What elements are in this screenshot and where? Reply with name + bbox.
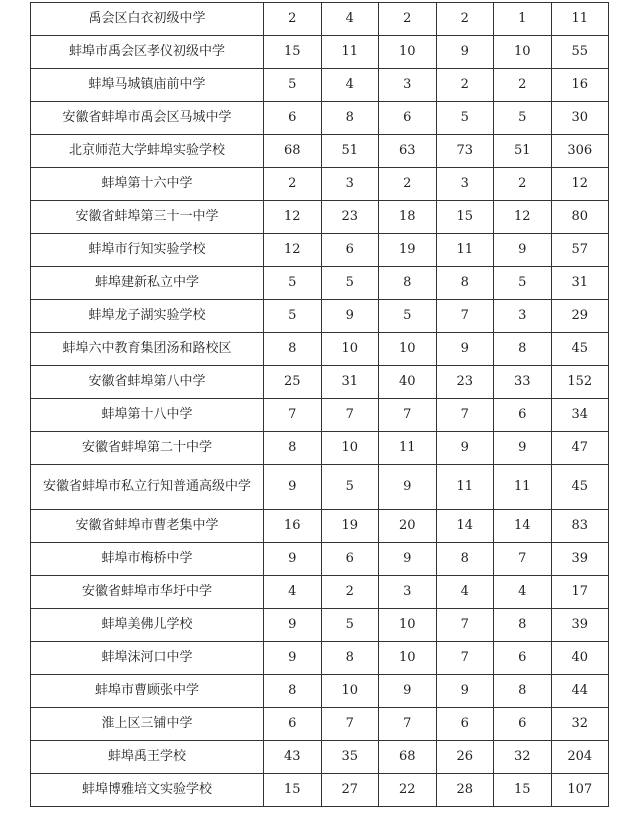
count-cell: 6 bbox=[264, 102, 322, 135]
count-cell: 9 bbox=[494, 432, 552, 465]
count-cell: 4 bbox=[264, 576, 322, 609]
count-cell: 7 bbox=[436, 300, 494, 333]
count-cell: 68 bbox=[264, 135, 322, 168]
school-name-cell: 蚌埠第十六中学 bbox=[31, 168, 264, 201]
count-cell: 2 bbox=[379, 168, 437, 201]
count-cell: 8 bbox=[379, 267, 437, 300]
total-cell: 47 bbox=[551, 432, 609, 465]
count-cell: 10 bbox=[321, 432, 379, 465]
count-cell: 12 bbox=[264, 201, 322, 234]
school-name-cell: 蚌埠龙子湖实验学校 bbox=[31, 300, 264, 333]
count-cell: 5 bbox=[379, 300, 437, 333]
count-cell: 10 bbox=[379, 333, 437, 366]
school-name-cell: 蚌埠六中教育集团汤和路校区 bbox=[31, 333, 264, 366]
school-name-cell: 禹会区白衣初级中学 bbox=[31, 3, 264, 36]
count-cell: 11 bbox=[494, 465, 552, 510]
count-cell: 2 bbox=[436, 3, 494, 36]
school-name-cell: 安徽省蚌埠第三十一中学 bbox=[31, 201, 264, 234]
total-cell: 83 bbox=[551, 510, 609, 543]
count-cell: 8 bbox=[436, 267, 494, 300]
table-row bbox=[31, 741, 609, 774]
count-cell: 6 bbox=[321, 543, 379, 576]
school-name-cell: 蚌埠市曹顾张中学 bbox=[31, 675, 264, 708]
count-cell: 11 bbox=[321, 36, 379, 69]
table-row bbox=[31, 168, 609, 201]
total-cell: 17 bbox=[551, 576, 609, 609]
total-cell: 45 bbox=[551, 465, 609, 510]
count-cell: 9 bbox=[264, 642, 322, 675]
count-cell: 6 bbox=[436, 708, 494, 741]
table-row bbox=[31, 267, 609, 300]
count-cell: 2 bbox=[379, 3, 437, 36]
count-cell: 23 bbox=[321, 201, 379, 234]
count-cell: 7 bbox=[379, 399, 437, 432]
count-cell: 2 bbox=[436, 69, 494, 102]
count-cell: 15 bbox=[264, 774, 322, 807]
count-cell: 9 bbox=[321, 300, 379, 333]
count-cell: 9 bbox=[436, 36, 494, 69]
total-cell: 57 bbox=[551, 234, 609, 267]
count-cell: 7 bbox=[264, 399, 322, 432]
count-cell: 5 bbox=[494, 267, 552, 300]
count-cell: 5 bbox=[494, 102, 552, 135]
school-name-cell: 安徽省蚌埠市华圩中学 bbox=[31, 576, 264, 609]
total-cell: 152 bbox=[551, 366, 609, 399]
school-name-cell: 蚌埠市行知实验学校 bbox=[31, 234, 264, 267]
total-cell: 12 bbox=[551, 168, 609, 201]
count-cell: 8 bbox=[264, 432, 322, 465]
total-cell: 40 bbox=[551, 642, 609, 675]
count-cell: 5 bbox=[436, 102, 494, 135]
count-cell: 20 bbox=[379, 510, 437, 543]
count-cell: 73 bbox=[436, 135, 494, 168]
count-cell: 10 bbox=[379, 36, 437, 69]
count-cell: 6 bbox=[494, 399, 552, 432]
school-name-cell: 蚌埠马城镇庙前中学 bbox=[31, 69, 264, 102]
count-cell: 40 bbox=[379, 366, 437, 399]
table-row bbox=[31, 102, 609, 135]
count-cell: 7 bbox=[321, 399, 379, 432]
count-cell: 5 bbox=[321, 267, 379, 300]
count-cell: 27 bbox=[321, 774, 379, 807]
count-cell: 9 bbox=[264, 543, 322, 576]
count-cell: 10 bbox=[321, 333, 379, 366]
count-cell: 22 bbox=[379, 774, 437, 807]
school-name-cell: 安徽省蚌埠市禹会区马城中学 bbox=[31, 102, 264, 135]
table-row bbox=[31, 36, 609, 69]
count-cell: 9 bbox=[494, 234, 552, 267]
table-row bbox=[31, 3, 609, 36]
count-cell: 8 bbox=[264, 333, 322, 366]
school-name-cell: 安徽省蚌埠市曹老集中学 bbox=[31, 510, 264, 543]
count-cell: 7 bbox=[321, 708, 379, 741]
count-cell: 26 bbox=[436, 741, 494, 774]
total-cell: 16 bbox=[551, 69, 609, 102]
count-cell: 10 bbox=[321, 675, 379, 708]
count-cell: 6 bbox=[321, 234, 379, 267]
count-cell: 14 bbox=[494, 510, 552, 543]
table-row bbox=[31, 300, 609, 333]
table-row bbox=[31, 609, 609, 642]
count-cell: 1 bbox=[494, 3, 552, 36]
count-cell: 3 bbox=[436, 168, 494, 201]
count-cell: 2 bbox=[321, 576, 379, 609]
school-name-cell: 淮上区三铺中学 bbox=[31, 708, 264, 741]
table-row bbox=[31, 708, 609, 741]
count-cell: 2 bbox=[494, 168, 552, 201]
count-cell: 15 bbox=[494, 774, 552, 807]
count-cell: 8 bbox=[494, 333, 552, 366]
count-cell: 7 bbox=[436, 399, 494, 432]
table-row bbox=[31, 135, 609, 168]
table-body bbox=[31, 3, 609, 807]
table-row bbox=[31, 234, 609, 267]
table-row bbox=[31, 465, 609, 510]
count-cell: 33 bbox=[494, 366, 552, 399]
count-cell: 2 bbox=[264, 3, 322, 36]
count-cell: 25 bbox=[264, 366, 322, 399]
count-cell: 4 bbox=[436, 576, 494, 609]
count-cell: 8 bbox=[321, 642, 379, 675]
count-cell: 35 bbox=[321, 741, 379, 774]
count-cell: 5 bbox=[264, 69, 322, 102]
count-cell: 7 bbox=[494, 543, 552, 576]
count-cell: 14 bbox=[436, 510, 494, 543]
count-cell: 15 bbox=[436, 201, 494, 234]
count-cell: 5 bbox=[321, 609, 379, 642]
school-score-table bbox=[30, 2, 609, 807]
count-cell: 8 bbox=[436, 543, 494, 576]
table-row bbox=[31, 510, 609, 543]
count-cell: 3 bbox=[321, 168, 379, 201]
total-cell: 107 bbox=[551, 774, 609, 807]
table-row bbox=[31, 774, 609, 807]
school-name-cell: 蚌埠禹王学校 bbox=[31, 741, 264, 774]
total-cell: 45 bbox=[551, 333, 609, 366]
count-cell: 4 bbox=[321, 69, 379, 102]
count-cell: 5 bbox=[321, 465, 379, 510]
count-cell: 3 bbox=[494, 300, 552, 333]
count-cell: 3 bbox=[379, 69, 437, 102]
table-row bbox=[31, 576, 609, 609]
count-cell: 8 bbox=[264, 675, 322, 708]
school-name-cell: 北京师范大学蚌埠实验学校 bbox=[31, 135, 264, 168]
count-cell: 6 bbox=[379, 102, 437, 135]
count-cell: 31 bbox=[321, 366, 379, 399]
count-cell: 18 bbox=[379, 201, 437, 234]
total-cell: 306 bbox=[551, 135, 609, 168]
count-cell: 11 bbox=[436, 234, 494, 267]
count-cell: 28 bbox=[436, 774, 494, 807]
count-cell: 16 bbox=[264, 510, 322, 543]
count-cell: 7 bbox=[436, 642, 494, 675]
count-cell: 7 bbox=[436, 609, 494, 642]
school-name-cell: 蚌埠沫河口中学 bbox=[31, 642, 264, 675]
count-cell: 3 bbox=[379, 576, 437, 609]
total-cell: 44 bbox=[551, 675, 609, 708]
count-cell: 4 bbox=[494, 576, 552, 609]
count-cell: 2 bbox=[264, 168, 322, 201]
count-cell: 9 bbox=[379, 675, 437, 708]
school-name-cell: 蚌埠市梅桥中学 bbox=[31, 543, 264, 576]
count-cell: 10 bbox=[494, 36, 552, 69]
count-cell: 43 bbox=[264, 741, 322, 774]
total-cell: 39 bbox=[551, 543, 609, 576]
count-cell: 12 bbox=[494, 201, 552, 234]
total-cell: 32 bbox=[551, 708, 609, 741]
total-cell: 29 bbox=[551, 300, 609, 333]
count-cell: 12 bbox=[264, 234, 322, 267]
table-row bbox=[31, 201, 609, 234]
total-cell: 55 bbox=[551, 36, 609, 69]
count-cell: 2 bbox=[494, 69, 552, 102]
count-cell: 9 bbox=[436, 432, 494, 465]
table-row bbox=[31, 69, 609, 102]
count-cell: 68 bbox=[379, 741, 437, 774]
school-name-cell: 蚌埠第十八中学 bbox=[31, 399, 264, 432]
school-name-cell: 蚌埠建新私立中学 bbox=[31, 267, 264, 300]
count-cell: 63 bbox=[379, 135, 437, 168]
school-name-cell: 安徽省蚌埠第八中学 bbox=[31, 366, 264, 399]
count-cell: 19 bbox=[379, 234, 437, 267]
count-cell: 8 bbox=[494, 609, 552, 642]
total-cell: 204 bbox=[551, 741, 609, 774]
total-cell: 30 bbox=[551, 102, 609, 135]
count-cell: 10 bbox=[379, 609, 437, 642]
count-cell: 6 bbox=[264, 708, 322, 741]
count-cell: 8 bbox=[494, 675, 552, 708]
count-cell: 9 bbox=[436, 333, 494, 366]
count-cell: 4 bbox=[321, 3, 379, 36]
count-cell: 10 bbox=[379, 642, 437, 675]
total-cell: 11 bbox=[551, 3, 609, 36]
count-cell: 9 bbox=[264, 609, 322, 642]
count-cell: 32 bbox=[494, 741, 552, 774]
total-cell: 39 bbox=[551, 609, 609, 642]
table-row bbox=[31, 333, 609, 366]
count-cell: 9 bbox=[379, 465, 437, 510]
table-row bbox=[31, 543, 609, 576]
total-cell: 31 bbox=[551, 267, 609, 300]
total-cell: 34 bbox=[551, 399, 609, 432]
school-name-cell: 蚌埠博雅培文实验学校 bbox=[31, 774, 264, 807]
count-cell: 5 bbox=[264, 267, 322, 300]
count-cell: 19 bbox=[321, 510, 379, 543]
total-cell: 80 bbox=[551, 201, 609, 234]
school-name-cell: 蚌埠美佛儿学校 bbox=[31, 609, 264, 642]
count-cell: 51 bbox=[321, 135, 379, 168]
count-cell: 51 bbox=[494, 135, 552, 168]
count-cell: 9 bbox=[379, 543, 437, 576]
count-cell: 15 bbox=[264, 36, 322, 69]
count-cell: 11 bbox=[379, 432, 437, 465]
school-name-cell: 安徽省蚌埠第二十中学 bbox=[31, 432, 264, 465]
table-row bbox=[31, 642, 609, 675]
school-name-cell: 蚌埠市禹会区孝仪初级中学 bbox=[31, 36, 264, 69]
school-name-cell: 安徽省蚌埠市私立行知普通高级中学 bbox=[31, 465, 264, 510]
count-cell: 7 bbox=[379, 708, 437, 741]
count-cell: 6 bbox=[494, 642, 552, 675]
table-row bbox=[31, 675, 609, 708]
count-cell: 5 bbox=[264, 300, 322, 333]
count-cell: 8 bbox=[321, 102, 379, 135]
table-row bbox=[31, 432, 609, 465]
count-cell: 23 bbox=[436, 366, 494, 399]
count-cell: 9 bbox=[264, 465, 322, 510]
table-row bbox=[31, 399, 609, 432]
table-row bbox=[31, 366, 609, 399]
count-cell: 6 bbox=[494, 708, 552, 741]
count-cell: 11 bbox=[436, 465, 494, 510]
count-cell: 9 bbox=[436, 675, 494, 708]
